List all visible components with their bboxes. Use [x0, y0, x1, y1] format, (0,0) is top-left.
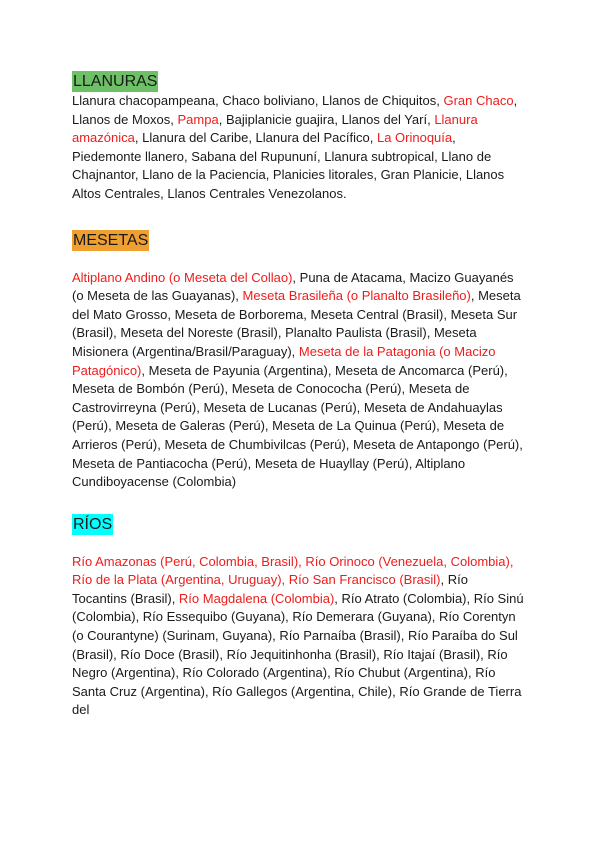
highlighted-term: Llanura amazónica	[72, 111, 478, 146]
text-segment: , Bajiplanicie guajira, Llanos del Yarí,	[218, 111, 435, 127]
section-llanuras	[72, 71, 524, 204]
document-page	[72, 71, 524, 720]
text-segment: , Meseta de Payunia (Argentina), Meseta de Ancomarca (Perú), Meseta de Bombón (Perú), Meseta de Conococha (Perú), Meseta de Castrovirreyna (Perú), Meseta de Lucanas (Perú), Meseta de Andahuaylas (Perú), Meseta de Galeras (Perú), Meseta de La Quinua (Perú), Meseta de Arrieros (Perú), Meseta de Chumbivilcas (Perú), Meseta de Antapongo (Perú), Meseta de Pantiacocha (Perú), Meseta de Huayllay (Perú), Altiplano Cundiboyacense (Colombia)	[72, 362, 523, 490]
section-paragraph-llanuras	[72, 92, 524, 204]
section-mesetas	[72, 230, 524, 492]
text-segment: , Río Tocantins (Brasil),	[72, 572, 468, 606]
text-segment: , Meseta del Mato Grosso, Meseta de Borborema, Meseta Central (Brasil), Meseta Sur (Brasil), Meseta del Noreste (Brasil), Planalto Paulista (Brasil), Meseta Misionera (Argentina/Brasil/Paraguay),	[72, 288, 521, 359]
highlighted-term: Meseta Brasileña (o Planalto Brasileño)	[242, 288, 471, 304]
section-heading-mesetas: MESETAS	[73, 231, 149, 249]
section-heading-llanuras: LLANURAS	[73, 73, 158, 90]
highlighted-term: Pampa	[177, 111, 219, 127]
section-heading-rios: RÍOS	[73, 515, 113, 533]
text-segment: , Llanura del Caribe, Llanura del Pacífico,	[134, 130, 377, 146]
text-segment: , Río Atrato (Colombia), Río Sinú (Colombia), Río Essequibo (Guyana), Río Demerara (Guyana), Río Corentyn (o Courantyne) (Surinam, Guyana), Río Parnaíba (Brasil), Río Paraíba do Sul (Brasil), Río Doce (Brasil), Río Jequitinhonha (Brasil), Río Itajaí (Brasil), Río Negro (Argentina), Río Colorado (Argentina), Río Chubut (Argentina), Río Santa Cruz (Argentina), Río Gallegos (Argentina, Chile), Río Grande de Tierra del	[72, 590, 524, 718]
text-segment: , Llanos de Moxos,	[72, 93, 518, 127]
text-segment: , Puna de Atacama, Macizo Guayanés (o Meseta de las Guayanas),	[72, 269, 514, 304]
highlighted-term: Meseta de la Patagonia (o Macizo Patagónico)	[72, 343, 496, 378]
section-paragraph-mesetas	[72, 269, 524, 492]
text-segment: Llanura chacopampeana, Chaco boliviano, Llanos de Chiquitos,	[72, 93, 444, 108]
text-segment: , Piedemonte llanero, Sabana del Rupununí, Llanura subtropical, Llano de Chajnantor, Llano de la Paciencia, Planicies litorales, Gran Planicie, Llanos Altos Centrales, Llanos Centrales Venezolanos.	[72, 130, 505, 201]
highlighted-term: La Orinoquía	[376, 130, 453, 146]
highlighted-term: Río Magdalena (Colombia)	[178, 590, 335, 606]
highlighted-term: Gran Chaco	[443, 93, 514, 108]
highlighted-term: Río Amazonas (Perú, Colombia, Brasil), Río Orinoco (Venezuela, Colombia), Río de la Plata (Argentina, Uruguay), Río San Francisco (Brasil)	[72, 553, 514, 588]
section-rios	[72, 514, 524, 720]
highlighted-term: Altiplano Andino (o Meseta del Collao)	[72, 269, 293, 285]
section-paragraph-rios	[72, 553, 524, 720]
